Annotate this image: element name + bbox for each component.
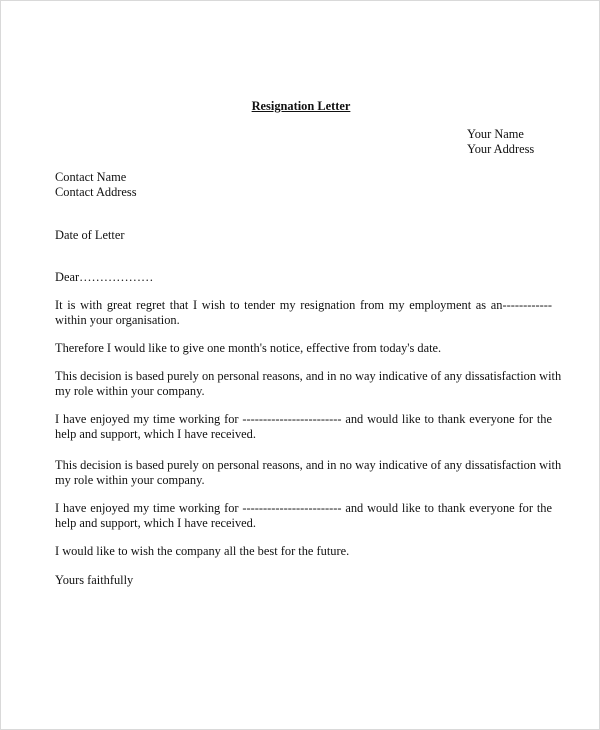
paragraph-line: my role within your company. bbox=[55, 384, 205, 398]
body-paragraph bbox=[55, 458, 562, 488]
body-paragraph bbox=[55, 298, 552, 328]
recipient-name: Contact Name bbox=[55, 170, 127, 184]
paragraph-line: I have enjoyed my time working for ------------------------ and would like to thank everyone for the bbox=[55, 412, 552, 426]
body-paragraph bbox=[55, 341, 552, 356]
paragraph-line: my role within your company. bbox=[55, 473, 205, 487]
paragraph-line: help and support, which I have received. bbox=[55, 516, 256, 530]
body-paragraph bbox=[55, 369, 562, 399]
sender-address: Your Address bbox=[467, 142, 535, 156]
paragraph-line: Therefore I would like to give one month's notice, effective from today's date. bbox=[55, 341, 442, 355]
paragraph-line: help and support, which I have received. bbox=[55, 427, 256, 441]
salutation: Dear……………… bbox=[55, 270, 154, 284]
letter-title: Resignation Letter bbox=[251, 99, 351, 113]
paragraph-line: This decision is based purely on personal reasons, and in no way indicative of any dissatisfaction with bbox=[55, 369, 562, 383]
paragraph-line: It is with great regret that I wish to tender my resignation from my employment as an------------ bbox=[55, 298, 552, 312]
paragraph-line: I would like to wish the company all the best for the future. bbox=[55, 544, 350, 558]
paragraph-line: within your organisation. bbox=[55, 313, 180, 327]
paragraph-line: I have enjoyed my time working for ------------------------ and would like to thank everyone for the bbox=[55, 501, 552, 515]
body-paragraph bbox=[55, 544, 552, 559]
letter-date: Date of Letter bbox=[55, 228, 125, 242]
recipient-address: Contact Address bbox=[55, 185, 137, 199]
closing: Yours faithfully bbox=[55, 573, 134, 587]
body-paragraph bbox=[55, 412, 552, 442]
body-paragraph bbox=[55, 501, 552, 531]
paragraph-line: This decision is based purely on personal reasons, and in no way indicative of any dissatisfaction with bbox=[55, 458, 562, 472]
sender-name: Your Name bbox=[467, 127, 524, 141]
